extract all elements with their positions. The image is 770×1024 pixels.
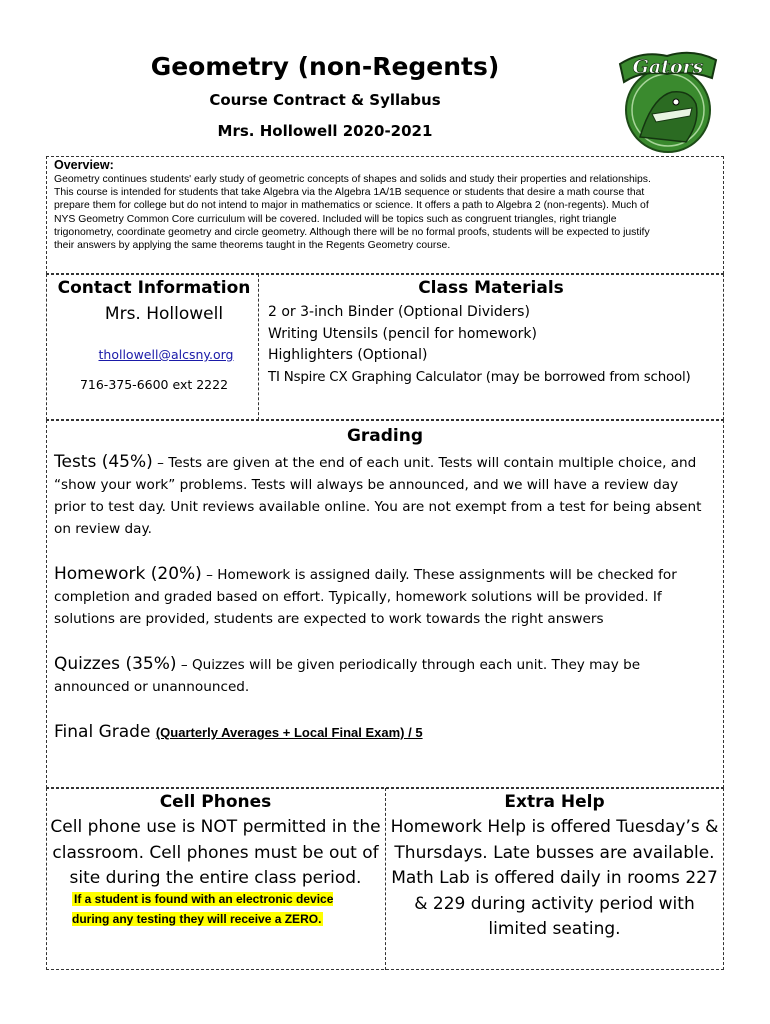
overview-line: NYS Geometry Common Core curriculum will be covered. Included will be topics such as congruent triangles, right triangle	[54, 213, 617, 225]
bottom-divider	[385, 788, 386, 970]
grading-homework	[54, 563, 714, 630]
overview-heading: Overview:	[54, 158, 114, 172]
final-lead: Final Grade	[54, 722, 156, 742]
materials-item: Writing Utensils (pencil for homework)	[268, 325, 537, 342]
quizzes-text: – Quizzes will be given periodically through each unit. They may be announced or unannounced.	[54, 657, 641, 695]
gators-logo	[612, 42, 722, 157]
homework-text: – Homework is assigned daily. These assignments will be checked for completion and graded based on effort. Typically, homework solutions will be provided. If solutions are provided, students are expected to work towards the right answers	[54, 567, 677, 627]
cell-phones-heading: Cell Phones	[159, 792, 272, 812]
materials-item: TI Nspire CX Graphing Calculator (may be borrowed from school)	[268, 369, 691, 385]
materials-item: 2 or 3-inch Binder (Optional Dividers)	[268, 304, 530, 320]
grading-final	[54, 721, 714, 744]
grading-quizzes	[54, 653, 714, 698]
contact-email-wrap	[54, 347, 278, 362]
contact-name: Mrs. Hollowell	[104, 304, 224, 324]
overview-line: prepare them for college but do not intend to major in mathematics or science. It offers a path to Algebra 2 (non-regents). Much of	[54, 200, 649, 212]
extra-help-text: Homework Help is offered Tuesday’s & Thursdays. Late busses are available. Math Lab is offered daily in rooms 227 & 229 during activity period with limited seating.	[390, 817, 719, 939]
contact-phone: 716-375-6600 ext 2222	[79, 377, 229, 392]
overview-line: their answers by applying the same theorems taught in the Regents Geometry course.	[54, 240, 451, 252]
materials-item: Highlighters (Optional)	[268, 347, 428, 363]
tests-lead: Tests (45%)	[54, 452, 153, 472]
final-formula: (Quarterly Averages + Local Final Exam) / 5	[155, 725, 423, 740]
overview-line: This course is intended for students that take Algebra via the Algebra 1A/1B sequence or students that desire a math course that	[54, 187, 645, 199]
quizzes-lead: Quizzes (35%)	[54, 654, 177, 674]
teacher-line: Mrs. Hollowell 2020-2021	[217, 122, 433, 140]
cell-phones-warning-wrap	[72, 888, 372, 928]
overview-line: Geometry continues students' early study of geometric concepts of shapes and solids and study their properties and relationships.	[54, 174, 651, 185]
homework-lead: Homework (20%)	[54, 564, 202, 584]
overview-text	[54, 173, 714, 252]
materials-heading: Class Materials	[418, 278, 564, 298]
cell-phones-text: Cell phone use is NOT permitted in the classroom. Cell phones must be out of site during the entire class period.	[50, 817, 381, 888]
extra-help-heading: Extra Help	[504, 792, 605, 812]
overview-line: trigonometry, coordinate geometry and circle geometry. Although there will be no formal proofs, students will be expected to justify	[54, 226, 650, 238]
email-link[interactable]: thollowell@alcsny.org	[98, 347, 234, 362]
grading-heading: Grading	[346, 426, 424, 446]
contact-heading: Contact Information	[57, 278, 251, 298]
cell-phones-warning: If a student is found with an electronic device during any testing they will receive a ZERO.	[72, 892, 334, 926]
logo-text: Gators	[632, 56, 704, 78]
grading-tests	[54, 451, 714, 540]
materials-list	[268, 302, 720, 388]
page-title: Geometry (non-Regents)	[150, 52, 500, 81]
page-subtitle: Course Contract & Syllabus	[209, 91, 441, 109]
tests-text: – Tests are given at the end of each unit. Tests will contain multiple choice, and “show your work” problems. Tests will always be announced, and we will have a review day prior to test day. Unit reviews available online. You are not exempt from a test for being absent on review day.	[54, 455, 702, 537]
